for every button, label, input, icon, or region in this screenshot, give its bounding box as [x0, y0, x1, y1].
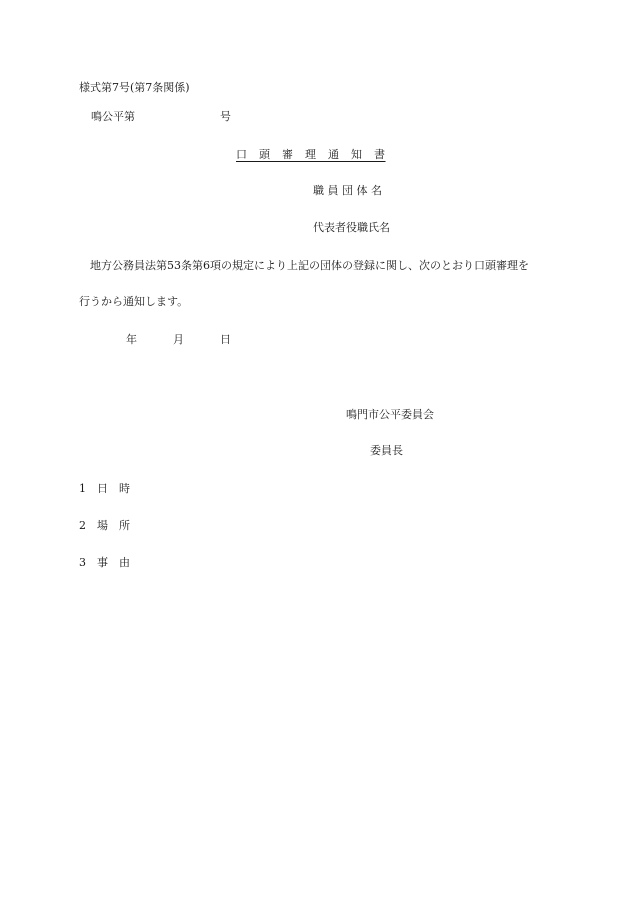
- recipient-rep-name: 代表者役職氏名: [313, 221, 390, 234]
- form-label: 様式第7号(第7条関係): [79, 81, 190, 94]
- document-title: 口 頭 審 理 通 知 書: [236, 148, 386, 161]
- date-year-label: 年: [126, 333, 137, 346]
- body-line-1: 地方公務員法第53条第6項の規定により上記の団体の登録に関し、次のとおり口頭審理を: [79, 259, 529, 272]
- item-number: 3: [79, 556, 86, 569]
- body-line-2: 行うから通知します。: [79, 295, 189, 308]
- item-number: 2: [79, 519, 86, 532]
- doc-number-prefix: 鳴公平第: [91, 110, 135, 123]
- issuer-org: 鳴門市公平委員会: [346, 408, 434, 421]
- item-number: 1: [79, 482, 86, 495]
- item-label-datetime: 日 時: [97, 482, 130, 495]
- date-month-label: 月: [173, 333, 184, 346]
- date-day-label: 日: [220, 333, 231, 346]
- item-label-place: 場 所: [97, 519, 130, 532]
- doc-number-suffix: 号: [220, 110, 231, 123]
- recipient-org-name: 職 員 団 体 名: [313, 184, 382, 197]
- issuer-title: 委員長: [370, 444, 403, 457]
- item-label-reason: 事 由: [97, 556, 130, 569]
